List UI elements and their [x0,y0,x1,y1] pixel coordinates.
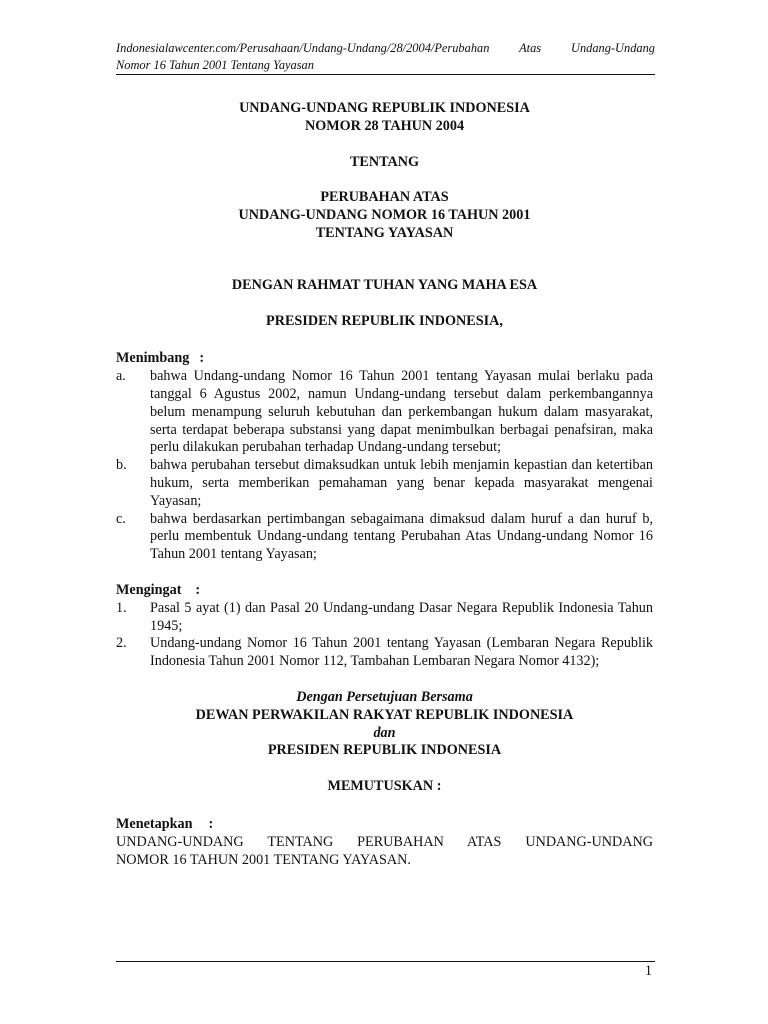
item-marker: a. [116,368,126,385]
menimbang-item-a [116,368,653,457]
header-source-line: Indonesialawcenter.com/Perusahaan/Undang-Undang/28/2004/Perubahan Atas Undang-Undang [116,41,655,55]
menetapkan-text [116,834,653,870]
menetapkan-line-1: UNDANG-UNDANG TENTANG PERUBAHAN ATAS UNDANG-UNDANG [116,833,653,850]
menetapkan-label [116,816,653,834]
menimbang-label [116,350,653,368]
item-text: bahwa perubahan tersebut dimaksudkan untuk lebih menjamin kepastian dan ketertiban hukum, serta memberikan pemahaman yang benar kepada masyarakat mengenai Yayasan; [150,457,653,509]
menimbang-colon: : [199,350,205,367]
law-title-line-2: NOMOR 28 TAHUN 2004 [304,117,465,134]
menetapkan-label-text: Menetapkan [116,815,193,832]
mengingat-label [116,582,653,600]
item-marker: 2. [116,635,127,652]
memutuskan-heading: MEMUTUSKAN : [327,778,442,795]
page-number: 1 [644,963,652,979]
mengingat-label-text: Mengingat [116,581,182,598]
persetujuan-block [116,689,653,760]
page-header [116,40,655,74]
menimbang-item-c [116,511,653,564]
law-subject-line-2: UNDANG-UNDANG NOMOR 16 TAHUN 2001 [238,207,531,224]
item-marker: 1. [116,599,127,616]
menimbang-item-b [116,457,653,510]
law-title-line-1: UNDANG-UNDANG REPUBLIK INDONESIA [239,100,530,116]
law-subject-line-3: TENTANG YAYASAN [315,224,454,241]
rahmat-heading: DENGAN RAHMAT TUHAN YANG MAHA ESA [231,276,538,293]
law-title [116,100,653,136]
header-divider [116,74,655,75]
menetapkan-colon: : [208,815,214,832]
menimbang-label-text: Menimbang [116,350,190,367]
persetujuan-line-4: PRESIDEN REPUBLIK INDONESIA [267,742,502,759]
presiden-heading: PRESIDEN REPUBLIK INDONESIA, [266,312,503,329]
mengingat-item-2 [116,635,653,671]
mengingat-item-1 [116,600,653,636]
law-subject [116,189,653,242]
item-marker: c. [116,510,126,527]
item-text: Undang-undang Nomor 16 Tahun 2001 tentang Yayasan (Lembaran Negara Republik Indonesia Tahun 2001 Nomor 112, Tambahan Lembaran Negara Nomor 4132); [150,635,653,670]
persetujuan-line-1: Dengan Persetujuan Bersama [296,688,473,705]
tentang-heading: TENTANG [349,153,420,170]
item-text: bahwa berdasarkan pertimbangan sebagaimana dimaksud dalam huruf a dan huruf b, perlu membentuk Undang-undang tentang Perubahan Atas Undang-undang Nomor 16 Tahun 2001 tentang Yayasan; [150,510,653,563]
document-body [116,100,653,869]
menetapkan-line-2: NOMOR 16 TAHUN 2001 TENTANG YAYASAN. [116,851,411,868]
item-text: bahwa Undang-undang Nomor 16 Tahun 2001 tentang Yayasan mulai berlaku pada tanggal 6 Agustus 2002, namun Undang-undang tersebut dalam perkembangannya belum menampung seluruh kebutuhan dan perkembangan hukum dalam masyarakat, serta terdapat beberapa substansi yang dapat menimbulkan berbagai penafsiran, maka perlu dilakukan perubahan terhadap Undang-undang tersebut; [150,368,653,456]
persetujuan-line-3: dan [373,724,396,741]
law-subject-line-1: PERUBAHAN ATAS [320,189,449,206]
footer-divider [116,961,655,962]
mengingat-colon: : [195,581,201,598]
item-marker: b. [116,457,127,474]
persetujuan-line-2: DEWAN PERWAKILAN RAKYAT REPUBLIK INDONESIA [195,706,574,723]
item-text: Pasal 5 ayat (1) dan Pasal 20 Undang-undang Dasar Negara Republik Indonesia Tahun 1945; [150,599,653,634]
header-title-line: Nomor 16 Tahun 2001 Tentang Yayasan [116,58,314,72]
